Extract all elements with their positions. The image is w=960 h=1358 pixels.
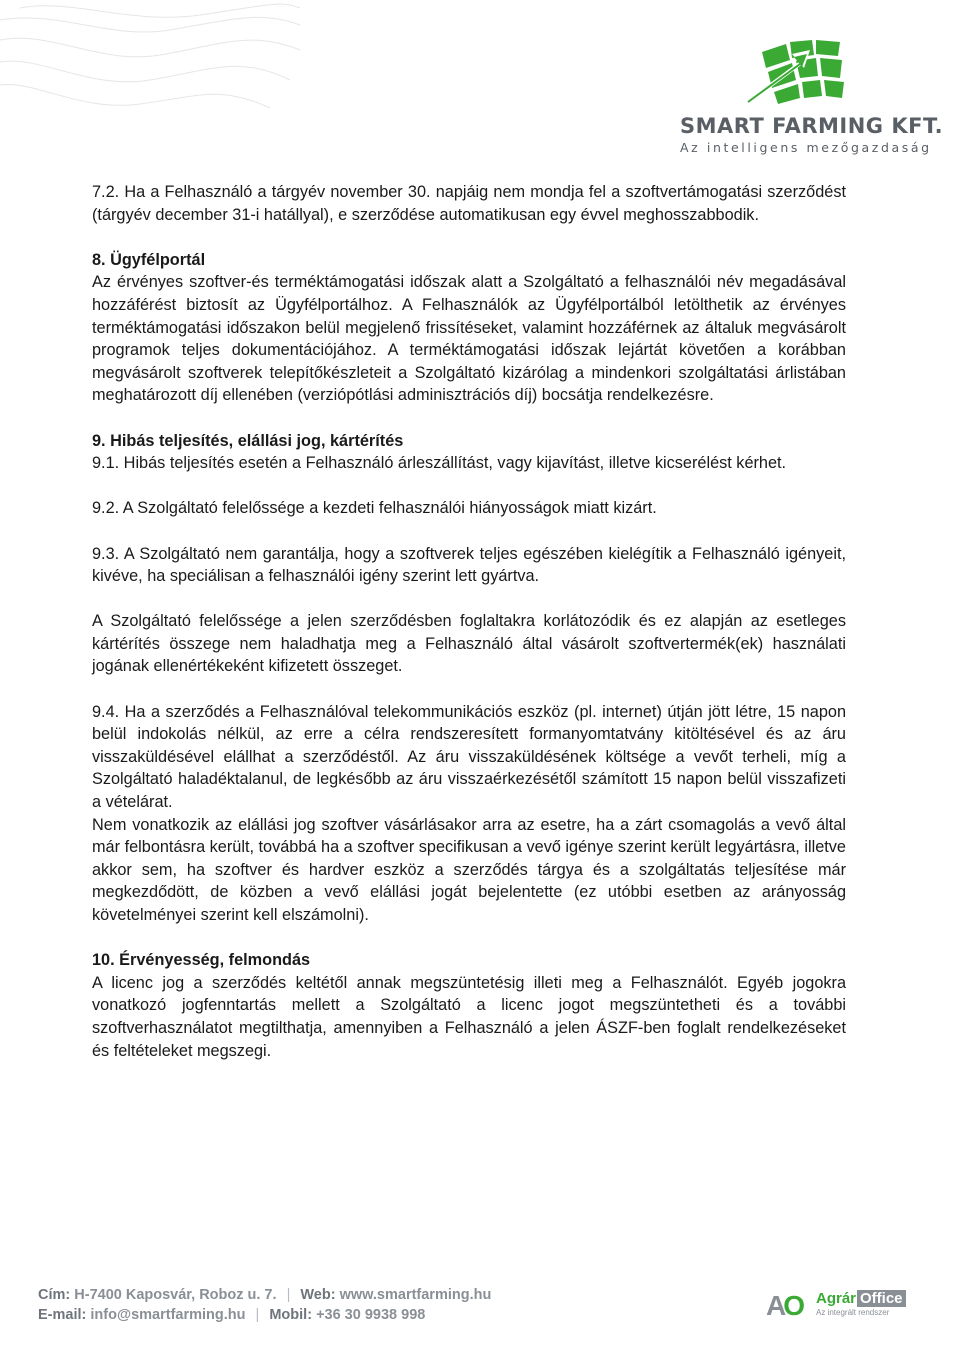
agrar-office-subtitle: Az integrált rendszer bbox=[816, 1308, 890, 1317]
footer-row-contact bbox=[38, 1305, 491, 1325]
paragraph-8: Az érvényes szoftver-és terméktámogatási időszak alatt a Szolgáltató a felhasználói név megadásával hozzáférést biztosít az Ügyfélportálhoz. A Felhasználók az Ügyfélportálból letölthetik az érvényes terméktámogatási időszakon belül megjelenő frissítéseket, valamint hozzáférnek az általuk megvásárolt programok teljes dokumentációjához. A terméktámogatási időszak lejártát követően a korábban megvásárolt szoftverek telepítőkészleteit a Szolgáltató kizárólag a mindenkori szolgáltatási árlistában meghatározott díj ellenében (verziópótlási adminisztrációs díj) bocsátja rendelkezésre. bbox=[92, 273, 846, 405]
smart-farming-logo bbox=[680, 40, 944, 155]
agrar-office-logo bbox=[766, 1288, 916, 1328]
agrar-office-mark: AO bbox=[766, 1290, 803, 1321]
watermark-topo-lines bbox=[0, 0, 300, 130]
company-name: SMART FARMING KFT. bbox=[680, 114, 944, 138]
paragraph-9-3-liability: A Szolgáltató felelőssége a jelen szerződésben foglaltakra korlátozódik és ez alapján az esetleges kártérítés összege nem haladhatja meg a Felhasználó által vásárolt szoftvertermék(ek) használati jogának ellenértékeként kifizetett összeget. bbox=[92, 612, 846, 676]
paragraph-10: A licenc jog a szerződés keltétől annak megszüntetésig illeti meg a Felhasználót. Egyéb jogokra vonatkozó jogfenntartás mellett a Szolgáltató a licenc jogot megszüntetheti és a további szoftverhasználatot megtilthatja, amennyiben a Felhasználó a jelen ÁSZF-ben foglalt rendelkezéseket és feltételeket megszegi. bbox=[92, 973, 846, 1060]
mobile-value: +36 30 9938 998 bbox=[316, 1307, 426, 1323]
paragraph-9-4: 9.4. Ha a szerződés a Felhasználóval telekommunikációs eszköz (pl. internet) útján jött létre, 15 napon belül indokolás nélkül, az erre a célra rendszeresített formanyomtatvány kitöltésével és az áru visszaküldésével elállhat a szerződéstől. Az áru visszaküldésének költsége a vevőt terheli, míg a Szolgáltató haladéktalanul, de legkésőbb az áru visszaérkezésétől számított 15 napon belül visszafizeti a vételárat. bbox=[92, 702, 846, 812]
page-footer bbox=[38, 1285, 491, 1325]
address-label: Cím: bbox=[38, 1287, 71, 1303]
footer-row-address bbox=[38, 1285, 491, 1305]
document-body bbox=[92, 181, 846, 1062]
paragraph-9-4-exceptions: Nem vonatkozik az elállási jog szoftver vásárlásakor arra az esetre, ha a zárt csomagolás a vevő által már felbontásra került, továbbá ha a szoftver specifikusan a vevő igénye szerint került legyártásra, illetve akkor sem, ha szoftver és hardver eszköz a szerződés tárgya és a szolgáltatás teljesítése már megkezdődött, de közben a vevő elállási jogát bejelentette (ez utóbbi esetben az arányosság követelményei szerint kell elszámolni). bbox=[92, 815, 846, 924]
footer-separator: | bbox=[255, 1307, 260, 1323]
farm-field-arrow-icon bbox=[744, 40, 854, 106]
address-value: H-7400 Kaposvár, Roboz u. 7. bbox=[74, 1287, 277, 1303]
paragraph-9-3: 9.3. A Szolgáltató nem garantálja, hogy a szoftverek teljes egészében kielégítik a Felhasználó igényeit, kivéve, ha speciálisan a felhasználói igény szerint lett gyártva. bbox=[92, 544, 846, 586]
heading-9: 9. Hibás teljesítés, elállási jog, kártérítés bbox=[92, 431, 404, 450]
heading-10: 10. Érvényesség, felmondás bbox=[92, 951, 311, 970]
paragraph-7-2: 7.2. Ha a Felhasználó a tárgyév november 30. napjáig nem mondja fel a szoftvertámogatási szerződést (tárgyév december 31-i hatállyal), e szerződése automatikusan egy évvel meghosszabbodik. bbox=[92, 183, 846, 224]
paragraph-9-2: 9.2. A Szolgáltató felelőssége a kezdeti felhasználói hiányosságok miatt kizárt. bbox=[92, 499, 657, 518]
paragraph-9-1: 9.1. Hibás teljesítés esetén a Felhasználó árleszállítást, vagy kijavítást, illetve kicserélést kérhet. bbox=[92, 454, 787, 473]
web-link[interactable]: www.smartfarming.hu bbox=[339, 1287, 492, 1303]
email-label: E-mail: bbox=[38, 1307, 87, 1323]
footer-separator: | bbox=[286, 1287, 291, 1303]
mobile-label: Mobil: bbox=[269, 1307, 313, 1323]
company-tagline: Az intelligens mezőgazdaság bbox=[680, 140, 932, 155]
email-link[interactable]: info@smartfarming.hu bbox=[90, 1307, 246, 1323]
agrar-office-name: Agrár Office bbox=[816, 1290, 906, 1307]
heading-8: 8. Ügyfélportál bbox=[92, 250, 206, 269]
web-label: Web: bbox=[300, 1287, 336, 1303]
